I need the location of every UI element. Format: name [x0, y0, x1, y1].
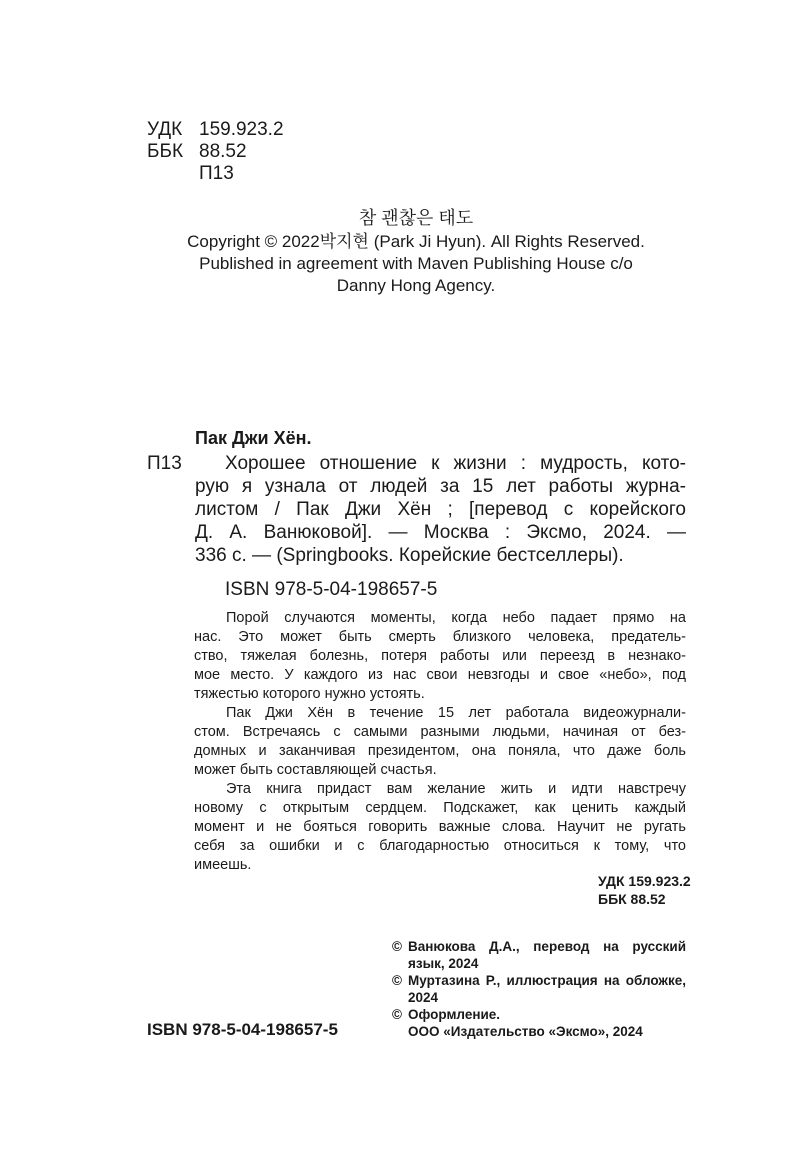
annotation-line: момент и не бояться говорить важные слова. Научит не ругать — [194, 819, 686, 835]
bbk-value: 88.52 — [199, 141, 247, 162]
annotation-line: имеешь. — [194, 857, 252, 873]
copyright-symbol: © — [392, 939, 402, 954]
copyright-text: 2024 — [408, 990, 439, 1005]
korean-title: 참 괜찮은 태도 — [358, 208, 474, 228]
annotation-line: Эта книга придаст вам желание жить и идти навстречу — [226, 781, 686, 797]
original-edition-block — [100, 207, 732, 297]
biblio-line: 336 с. — (Springbooks. Корейские бестселлеры). — [195, 545, 624, 566]
copyright-text: Муртазина Р., иллюстрация на обложке, — [408, 973, 686, 988]
author-sign-top: П13 — [199, 163, 234, 184]
annotation-line: тяжестью которого нужно устоять. — [194, 686, 425, 702]
annotation-line: Порой случаются моменты, когда небо падает прямо на — [226, 610, 686, 626]
copyright-translation — [392, 938, 686, 972]
biblio-line: листом / Пак Джи Хён ; [перевод с корейского — [195, 499, 686, 520]
copyright-text: Ванюкова Д.А., перевод на русский — [408, 939, 686, 954]
bbk-code — [147, 141, 247, 163]
biblio-line: Хорошее отношение к жизни : мудрость, кото- — [225, 453, 686, 474]
udk-bold: УДК 159.923.2 — [598, 873, 691, 889]
copyright-symbol: © — [392, 1007, 402, 1022]
copyright-symbol: © — [392, 973, 402, 988]
annotation-line: может быть составляющей счастья. — [194, 762, 437, 778]
annotation-line: домных и заканчивая президентом, она поняла, что даже боль — [194, 743, 686, 759]
udk-code — [147, 119, 284, 141]
udk-label: УДК — [147, 119, 183, 140]
biblio-line: Д. А. Ванюковой]. — Москва : Эксмо, 2024. — — [195, 522, 686, 543]
biblio-line: рую я узнала от людей за 15 лет работы журна- — [195, 476, 686, 497]
annotation-line: мое место. У каждого из нас свои невзгоды и свое «небо», под — [194, 667, 686, 683]
copyright-line: Copyright © 2022박지현 (Park Ji Hyun). All Rights Reserved. — [187, 232, 645, 251]
copyright-text: язык, 2024 — [408, 956, 479, 971]
annotation — [194, 609, 686, 875]
annotation-line: нас. Это может быть смерть близкого человека, предатель- — [194, 629, 686, 645]
bbk-label: ББК — [147, 141, 184, 162]
isbn-bold: ISBN 978-5-04-198657-5 — [147, 1020, 338, 1039]
annotation-line: новому с открытым сердцем. Подскажет, как ценить каждый — [194, 800, 686, 816]
copyright-notices — [392, 938, 686, 1040]
copyright-design — [392, 1006, 686, 1040]
copyright-text: ООО «Издательство «Эксмо», 2024 — [408, 1024, 643, 1039]
author-sign: П13 — [147, 453, 182, 474]
annotation-line: стом. Встречаясь с самыми разными людьми, начиная от без- — [194, 724, 686, 740]
published-line-1: Published in agreement with Maven Publishing House c/o — [199, 254, 633, 273]
bbk-bold: ББК 88.52 — [598, 891, 666, 907]
isbn-line: ISBN 978-5-04-198657-5 — [225, 579, 438, 600]
udk-value: 159.923.2 — [199, 119, 284, 140]
annotation-line: ство, тяжелая болезнь, потеря работы или переезд в незнако- — [194, 648, 686, 664]
annotation-line: себя за ошибки и с благодарностью относиться к тому, что — [194, 838, 686, 854]
published-line-2: Danny Hong Agency. — [336, 276, 496, 295]
copyright-text: Оформление. — [408, 1007, 501, 1022]
annotation-line: Пак Джи Хён в течение 15 лет работала видеожурнали- — [226, 705, 686, 721]
author-heading: Пак Джи Хён. — [195, 428, 312, 448]
copyright-illustration — [392, 972, 686, 1006]
